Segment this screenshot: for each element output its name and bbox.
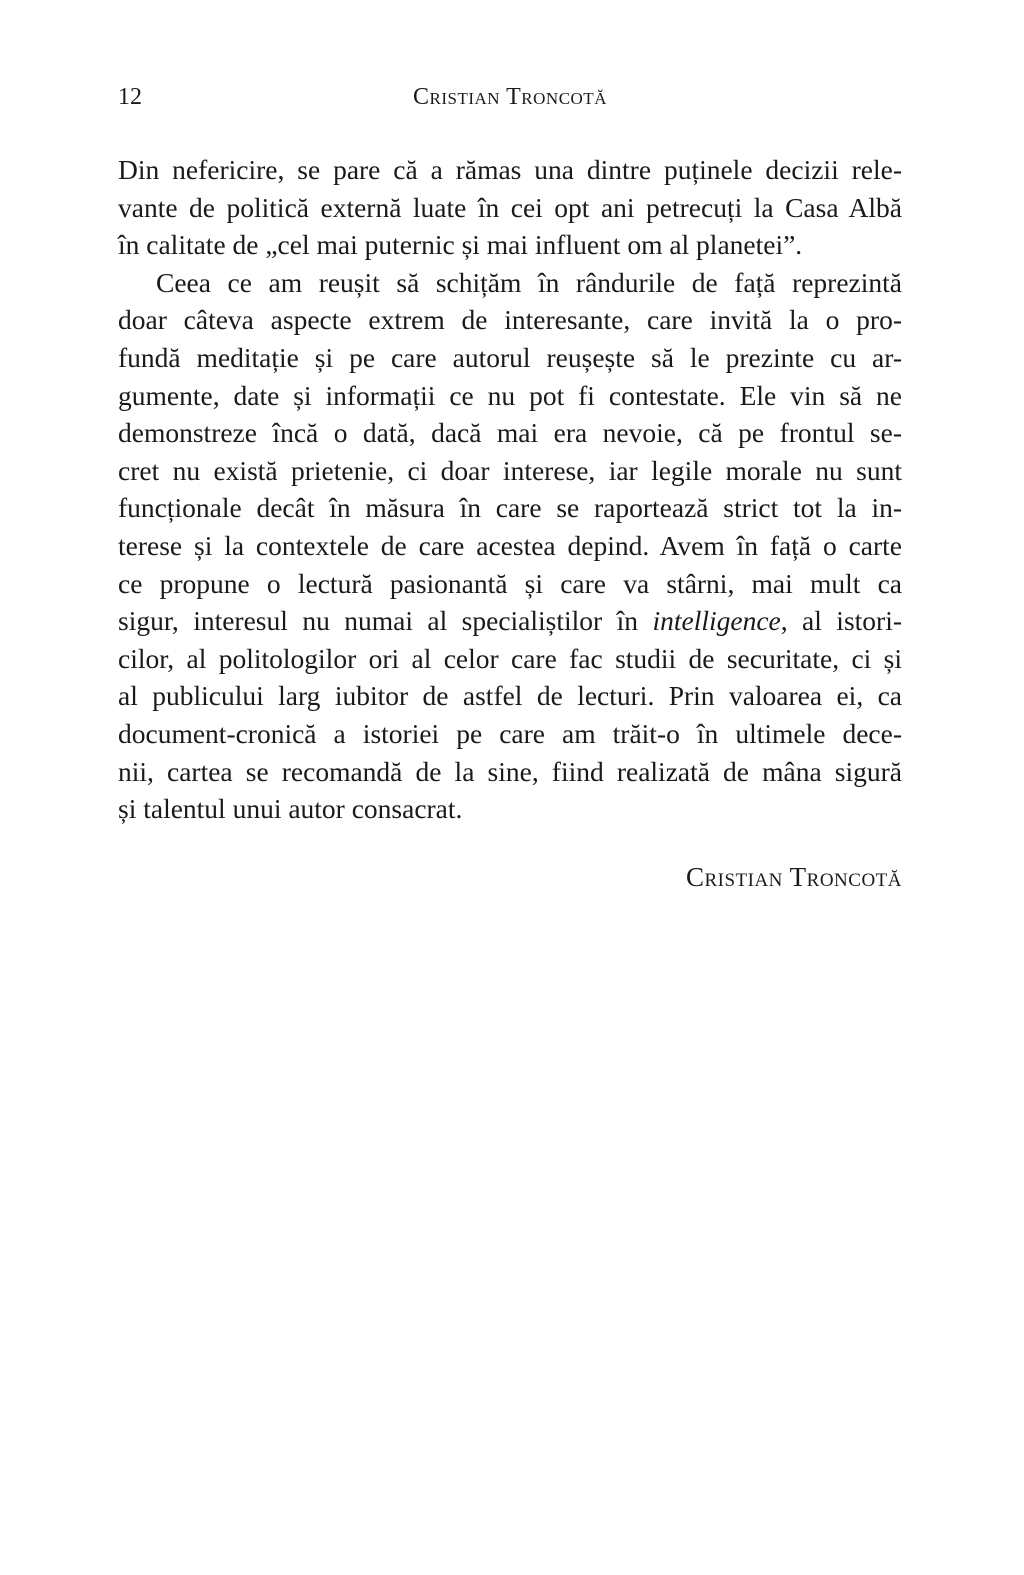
text-line: al publicului larg iubitor de astfel de lecturi. Prin valoarea ei, ca (118, 680, 902, 712)
paragraph (118, 151, 902, 264)
body-text (118, 151, 902, 828)
text-line: cilor, al politologilor ori al celor care fac studii de securitate, ci și (118, 642, 902, 674)
text-line: în calitate de „cel mai puternic și mai influent om al planetei”. (118, 229, 803, 261)
text-line: cret nu există prietenie, ci doar interese, iar legile morale nu sunt (118, 454, 902, 486)
text-line: gumente, date și informații ce nu pot fi contestate. Ele vin să ne (118, 379, 902, 411)
text-line: demonstreze încă o dată, dacă mai era nevoie, că pe frontul se- (118, 417, 902, 449)
text-line: și talentul unui autor consacrat. (118, 793, 463, 825)
text-line: Din nefericire, se pare că a rămas una dintre puținele decizii rele- (118, 154, 902, 185)
text-line: fundă meditație și pe care autorul reușește să le prezinte cu ar- (118, 341, 902, 373)
text-line: vante de politică externă luate în cei opt ani petrecuți la Casa Albă (118, 191, 902, 223)
text-line: Ceea ce am reușit să schițăm în rândurile de față reprezintă (156, 266, 902, 298)
text-line: nii, cartea se recomandă de la sine, fiind realizată de mâna sigură (118, 755, 902, 787)
text-line: ce propune o lectură pasionantă și care va stârni, mai mult ca (118, 567, 902, 599)
text-line: terese și la contextele de care acestea depind. Avem în față o carte (118, 529, 902, 561)
page-number: 12 (118, 84, 142, 110)
text-line (118, 602, 902, 640)
running-head: Cristian Troncotă (413, 84, 607, 110)
text-line: funcționale decât în măsura în care se raportează strict tot la in- (118, 492, 902, 524)
italic-term: intelligence (652, 605, 781, 637)
text-line: document-cronică a istoriei pe care am trăit-o în ultimele dece- (118, 717, 902, 749)
text-segment: , al istori- (780, 605, 902, 637)
text-line: doar câteva aspecte extrem de interesante, care invită la o pro- (118, 304, 902, 336)
author-signature: Cristian Troncotă (685, 862, 902, 892)
paragraph (118, 264, 902, 828)
text-segment: sigur, interesul nu numai al specialiștilor în (118, 605, 653, 637)
page-header (118, 84, 902, 118)
